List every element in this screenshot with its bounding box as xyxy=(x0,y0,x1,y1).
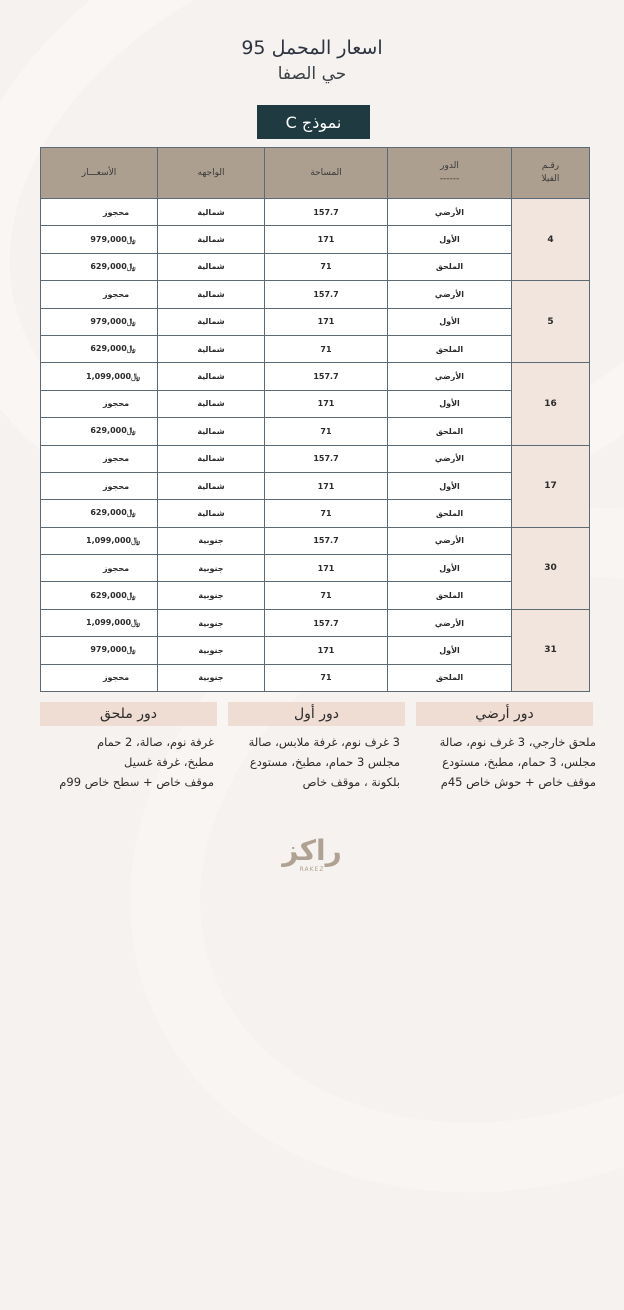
table-row xyxy=(41,226,590,253)
price-cell xyxy=(41,609,158,636)
table-row xyxy=(41,527,590,554)
header-price: الأسعـــار xyxy=(41,148,158,199)
price-cell xyxy=(41,363,158,390)
facade-cell: جنوبية xyxy=(158,609,265,636)
price-value: 979,000 xyxy=(90,234,127,244)
price-cell xyxy=(41,308,158,335)
annex-floor-title: دور ملحق xyxy=(40,702,217,726)
riyal-icon: ﷼ xyxy=(126,645,136,655)
header-area: المساحة xyxy=(265,148,388,199)
price-value: 1,099,000 xyxy=(86,371,132,381)
facade-cell: شمالية xyxy=(158,226,265,253)
floor-cell: الأول xyxy=(388,472,512,499)
riyal-icon: ﷼ xyxy=(126,344,136,354)
villa-number-cell: 17 xyxy=(512,445,590,527)
price-cell xyxy=(41,445,158,472)
table-row xyxy=(41,363,590,390)
price-value: محجوز xyxy=(102,563,130,573)
page-title: اسعار المحمل 95 xyxy=(241,37,383,59)
facade-cell: شمالية xyxy=(158,335,265,362)
price-value: محجوز xyxy=(102,454,130,464)
price-value: 629,000 xyxy=(90,590,127,600)
table-row xyxy=(41,445,590,472)
area-cell: 71 xyxy=(265,335,388,362)
area-cell: 71 xyxy=(265,582,388,609)
table-row xyxy=(41,500,590,527)
ground-desc-line: ملحق خارجي، 3 غرف نوم، صالة xyxy=(439,735,596,749)
ground-desc-line: مجلس، 3 حمام، مطبخ، مستودع xyxy=(442,755,596,769)
header-facade: الواجهه xyxy=(158,148,265,199)
area-cell: 157.7 xyxy=(265,609,388,636)
ground-floor-title: دور أرضي xyxy=(416,702,593,726)
riyal-icon: ﷼ xyxy=(126,426,136,436)
first-desc-line: بلكونة ، موقف خاص xyxy=(302,775,400,789)
price-value: محجوز xyxy=(102,399,130,409)
model-label: نموذج C xyxy=(257,105,370,139)
facade-cell: شمالية xyxy=(158,253,265,280)
area-cell: 71 xyxy=(265,253,388,280)
floor-cell: الملحق xyxy=(388,253,512,280)
facade-cell: جنوبية xyxy=(158,582,265,609)
area-cell: 171 xyxy=(265,472,388,499)
facade-cell: شمالية xyxy=(158,390,265,417)
price-cell xyxy=(41,527,158,554)
floor-cell: الملحق xyxy=(388,335,512,362)
price-cell xyxy=(41,664,158,691)
table-row xyxy=(41,308,590,335)
price-cell xyxy=(41,281,158,308)
price-cell xyxy=(41,555,158,582)
area-cell: 171 xyxy=(265,390,388,417)
area-cell: 71 xyxy=(265,500,388,527)
facade-cell: شمالية xyxy=(158,418,265,445)
floor-cell: الملحق xyxy=(388,418,512,445)
area-cell: 157.7 xyxy=(265,199,388,226)
first-desc-line: 3 غرف نوم، غرفة ملابس، صالة xyxy=(248,735,400,749)
price-cell xyxy=(41,199,158,226)
villa-number-cell: 5 xyxy=(512,281,590,363)
table-row xyxy=(41,609,590,636)
riyal-icon: ﷼ xyxy=(126,316,136,326)
price-cell xyxy=(41,500,158,527)
table-row xyxy=(41,555,590,582)
area-cell: 171 xyxy=(265,555,388,582)
price-value: 1,099,000 xyxy=(86,535,132,545)
floor-cell: الأرضي xyxy=(388,609,512,636)
logo-text: RAKEZ xyxy=(299,866,325,873)
price-value: 629,000 xyxy=(90,344,127,354)
annex-desc-line: غرفة نوم، صالة، 2 حمام xyxy=(97,735,214,749)
villa-number-cell: 31 xyxy=(512,609,590,691)
facade-cell: جنوبية xyxy=(158,527,265,554)
floor-cell: الأول xyxy=(388,637,512,664)
annex-floor-description xyxy=(28,732,214,792)
first-floor-description xyxy=(214,732,400,792)
floor-cell: الأول xyxy=(388,226,512,253)
ground-desc-line: موقف خاص + حوش خاص 45م xyxy=(440,775,596,789)
table-row xyxy=(41,335,590,362)
facade-cell: شمالية xyxy=(158,281,265,308)
facade-cell: شمالية xyxy=(158,445,265,472)
table-row xyxy=(41,472,590,499)
header-villa: رقـم الفيلا xyxy=(512,148,590,199)
price-value: محجوز xyxy=(102,207,130,217)
price-cell xyxy=(41,582,158,609)
facade-cell: شمالية xyxy=(158,472,265,499)
area-cell: 157.7 xyxy=(265,281,388,308)
table-row xyxy=(41,253,590,280)
facade-cell: شمالية xyxy=(158,199,265,226)
ground-floor-description xyxy=(410,732,596,792)
floor-cell: الأرضي xyxy=(388,281,512,308)
area-cell: 71 xyxy=(265,664,388,691)
price-value: 629,000 xyxy=(90,261,127,271)
table-row xyxy=(41,582,590,609)
facade-cell: شمالية xyxy=(158,308,265,335)
first-floor-title: دور أول xyxy=(228,702,405,726)
price-cell xyxy=(41,637,158,664)
table-row xyxy=(41,664,590,691)
area-cell: 71 xyxy=(265,418,388,445)
facade-cell: جنوبية xyxy=(158,664,265,691)
price-cell xyxy=(41,472,158,499)
table-row xyxy=(41,281,590,308)
price-cell xyxy=(41,390,158,417)
floor-cell: الملحق xyxy=(388,664,512,691)
price-table xyxy=(40,147,590,692)
price-cell xyxy=(41,226,158,253)
riyal-icon: ﷼ xyxy=(131,371,140,381)
riyal-icon: ﷼ xyxy=(126,261,136,271)
annex-desc-line: مطبخ، غرفة غسيل xyxy=(124,755,214,769)
villa-number-cell: 16 xyxy=(512,363,590,445)
facade-cell: جنوبية xyxy=(158,637,265,664)
page-subtitle: حي الصفا xyxy=(277,64,347,84)
floor-cell: الأرضي xyxy=(388,445,512,472)
table-row xyxy=(41,199,590,226)
facade-cell: شمالية xyxy=(158,500,265,527)
area-cell: 171 xyxy=(265,308,388,335)
floor-cell: الأول xyxy=(388,555,512,582)
price-value: 629,000 xyxy=(90,508,127,518)
annex-desc-line: موقف خاص + سطح خاص 99م xyxy=(59,775,214,789)
area-cell: 157.7 xyxy=(265,527,388,554)
floor-cell: الأول xyxy=(388,308,512,335)
price-value: 629,000 xyxy=(90,426,127,436)
riyal-icon: ﷼ xyxy=(126,234,136,244)
riyal-icon: ﷼ xyxy=(126,508,136,518)
riyal-icon: ﷼ xyxy=(131,535,140,545)
facade-cell: جنوبية xyxy=(158,555,265,582)
area-cell: 171 xyxy=(265,226,388,253)
price-value: 979,000 xyxy=(90,316,127,326)
riyal-icon: ﷼ xyxy=(131,618,140,628)
villa-number-cell: 4 xyxy=(512,199,590,281)
floor-cell: الأرضي xyxy=(388,199,512,226)
price-value: محجوز xyxy=(102,673,130,683)
floor-cell: الملحق xyxy=(388,582,512,609)
area-cell: 157.7 xyxy=(265,445,388,472)
riyal-icon: ﷼ xyxy=(126,590,136,600)
facade-cell: شمالية xyxy=(158,363,265,390)
header-floor: الدور ------ xyxy=(388,148,512,199)
table-row xyxy=(41,637,590,664)
table-row xyxy=(41,390,590,417)
first-desc-line: مجلس 3 حمام، مطبخ، مستودع xyxy=(249,755,400,769)
table-row xyxy=(41,418,590,445)
floor-cell: الأرضي xyxy=(388,363,512,390)
area-cell: 171 xyxy=(265,637,388,664)
price-value: 1,099,000 xyxy=(86,618,132,628)
price-value: 979,000 xyxy=(90,645,127,655)
price-value: محجوز xyxy=(102,289,130,299)
price-cell xyxy=(41,253,158,280)
brand-logo xyxy=(282,836,342,896)
floor-cell: الأرضي xyxy=(388,527,512,554)
floor-cell: الملحق xyxy=(388,500,512,527)
area-cell: 157.7 xyxy=(265,363,388,390)
price-value: محجوز xyxy=(102,481,130,491)
price-cell xyxy=(41,335,158,362)
floor-cell: الأول xyxy=(388,390,512,417)
logo-mark: راكز xyxy=(282,834,342,867)
price-cell xyxy=(41,418,158,445)
villa-number-cell: 30 xyxy=(512,527,590,609)
